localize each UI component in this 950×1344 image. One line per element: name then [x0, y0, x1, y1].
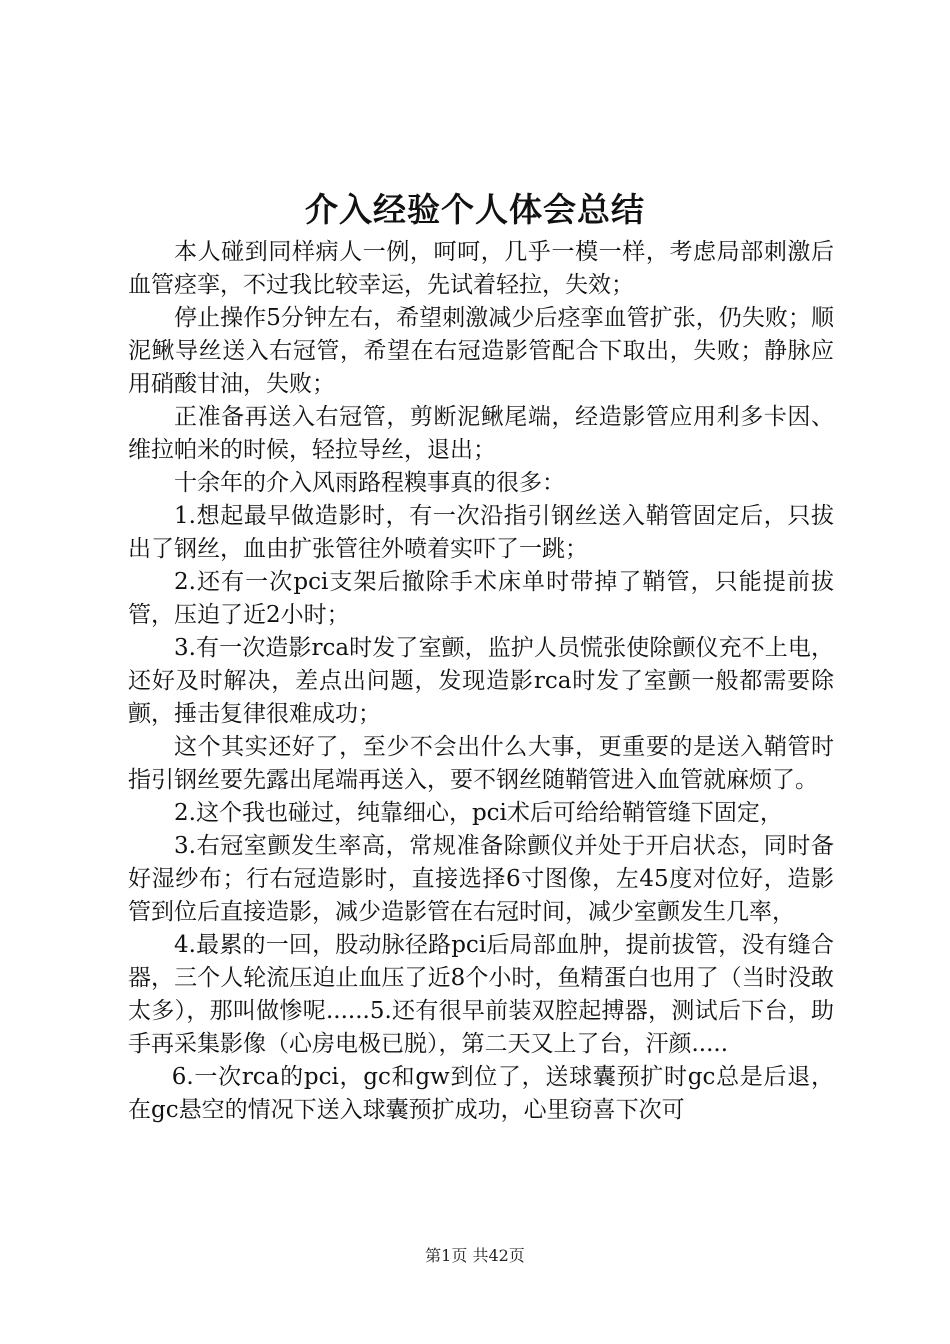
paragraph: 3.有一次造影rca时发了室颤，监护人员慌张使除颤仪充不上电，还好及时解决，差点出问题，发现造影rca时发了室颤一般都需要除颤，捶击复律很难成功；: [128, 635, 834, 727]
page-title: 介入经验个人体会总结: [305, 190, 645, 229]
paragraph: 停止操作5分钟左右，希望刺激减少后痉挛血管扩张，仍失败；顺泥鳅导丝送入右冠管，希望在右冠造影管配合下取出，失败；静脉应用硝酸甘油，失败；: [128, 305, 834, 397]
paragraph: 十余年的介入风雨路程糗事真的很多：: [174, 470, 565, 496]
paragraph: 3.右冠室颤发生率高，常规准备除颤仪并处于开启状态，同时备好湿纱布；行右冠造影时，直接选择6寸图像，左45度对位好，造影管到位后直接造影，减少造影管在右冠时间，减少室颤发生几率，: [128, 833, 834, 925]
paragraph: 6.一次rca的pci，gc和gw到位了，送球囊预扩时gc总是后退，在gc悬空的情况下送入球囊预扩成功，心里窃喜下次可: [128, 1064, 834, 1123]
page-footer: 第1页 共42页: [425, 1246, 525, 1265]
paragraph: 这个其实还好了，至少不会出什么大事，更重要的是送入鞘管时指引钢丝要先露出尾端再送入，要不钢丝随鞘管进入血管就麻烦了。: [128, 734, 834, 793]
paragraph: 本人碰到同样病人一例，呵呵，几乎一模一样，考虑局部刺激后血管痉挛，不过我比较幸运，先试着轻拉，失效；: [128, 239, 834, 298]
paragraph: 正准备再送入右冠管，剪断泥鳅尾端，经造影管应用利多卡因、维拉帕米的时候，轻拉导丝，退出；: [128, 404, 834, 463]
document-body: [128, 236, 834, 1127]
paragraph: 1.想起最早做造影时，有一次沿指引钢丝送入鞘管固定后，只拔出了钢丝，血由扩张管往外喷着实吓了一跳；: [128, 503, 834, 562]
paragraph: 2.还有一次pci支架后撤除手术床单时带掉了鞘管，只能提前拔管，压迫了近2小时；: [128, 569, 834, 628]
paragraph: 2.这个我也碰过，纯靠细心，pci术后可给给鞘管缝下固定，: [174, 800, 783, 826]
paragraph: 4.最累的一回，股动脉径路pci后局部血肿，提前拔管，没有缝合器，三个人轮流压迫止血压了近8个小时，鱼精蛋白也用了（当时没敢太多），那叫做惨呢......5.还有很早前装双腔起搏器，测试后下台，助手再采集影像（心房电极已脱），第二天又上了台，汗颜.....: [128, 932, 834, 1057]
